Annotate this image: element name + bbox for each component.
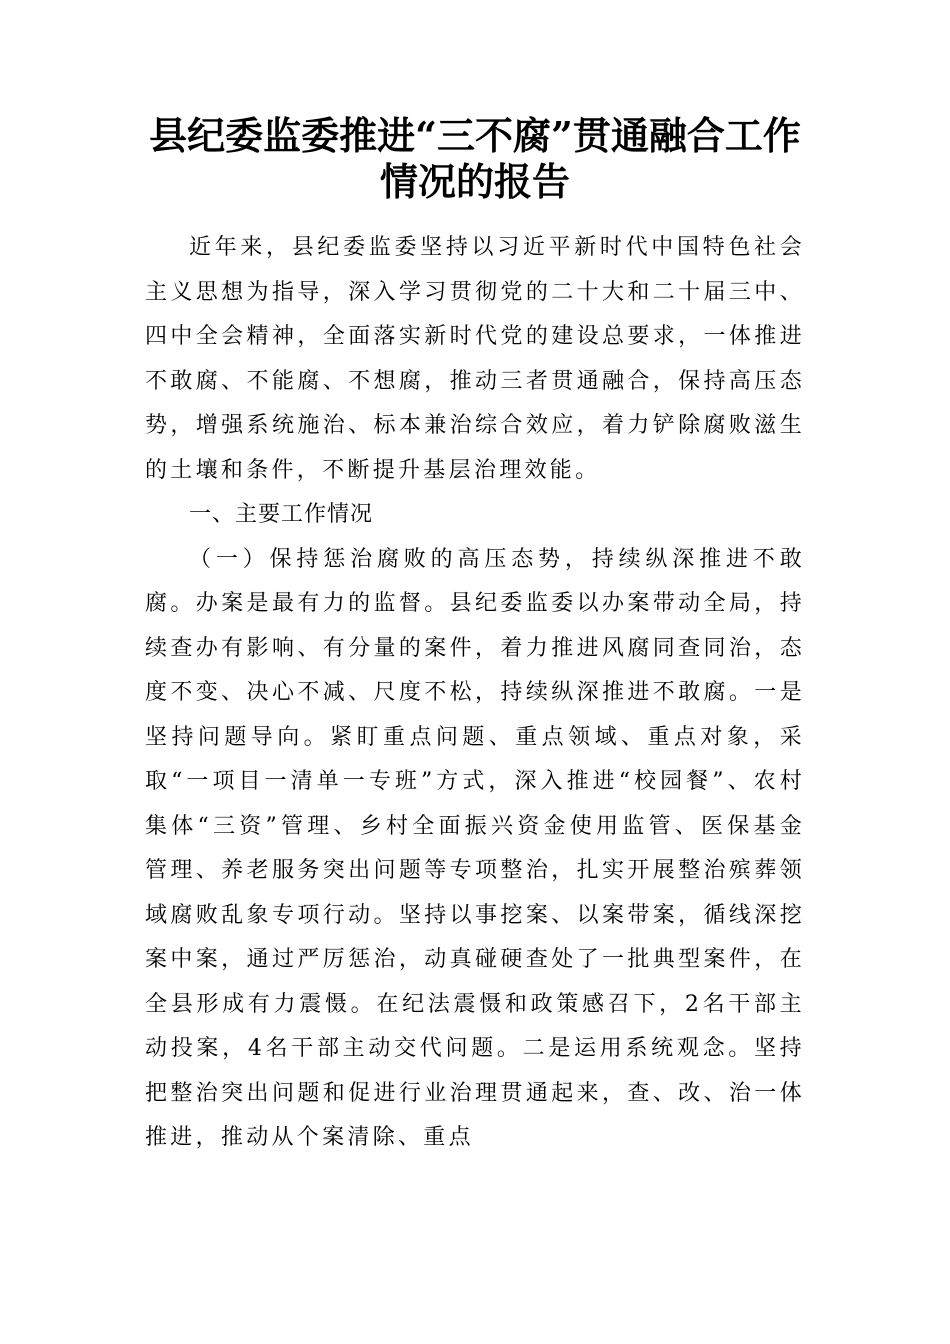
document-body (145, 226, 805, 1161)
document-title-line-1: 县纪委监委推进“三不腐”贯通融合工作 (149, 113, 801, 158)
section-paragraph: （一）保持惩治腐败的高压态势，持续纵深推进不敢腐。办案是最有力的监督。县纪委监委以办案带动全局，持续查办有影响、有分量的案件，着力推进风腐同查同治，态度不变、决心不减、尺度不松，持续纵深推进不敢腐。一是坚持问题导向。紧盯重点问题、重点领域、重点对象，采取“一项目一清单一专班”方式，深入推进“校园餐”、农村集体“三资”管理、乡村全面振兴资金使用监管、医保基金管理、养老服务突出问题等专项整治，扎实开展整治殡葬领域腐败乱象专项行动。坚持以事挖案、以案带案，循线深挖案中案，通过严厉惩治，动真碰硬查处了一批典型案件，在全县形成有力震慑。在纪法震慑和政策感召下，2名干部主动投案，4名干部主动交代问题。二是运用系统观念。坚持把整治突出问题和促进行业治理贯通起来，查、改、治一体推进，推动从个案清除、重点 (145, 546, 805, 1150)
intro-paragraph: 近年来，县纪委监委坚持以习近平新时代中国特色社会主义思想为指导，深入学习贯彻党的二十大和二十届三中、四中全会精神，全面落实新时代党的建设总要求，一体推进不敢腐、不能腐、不想腐，推动三者贯通融合，保持高压态势，增强系统施治、标本兼治综合效应，着力铲除腐败滋生的土壤和条件，不断提升基层治理效能。 (145, 235, 805, 483)
section-heading: 一、主要工作情况 (189, 502, 374, 527)
document-title-line-2: 情况的报告 (379, 159, 570, 204)
